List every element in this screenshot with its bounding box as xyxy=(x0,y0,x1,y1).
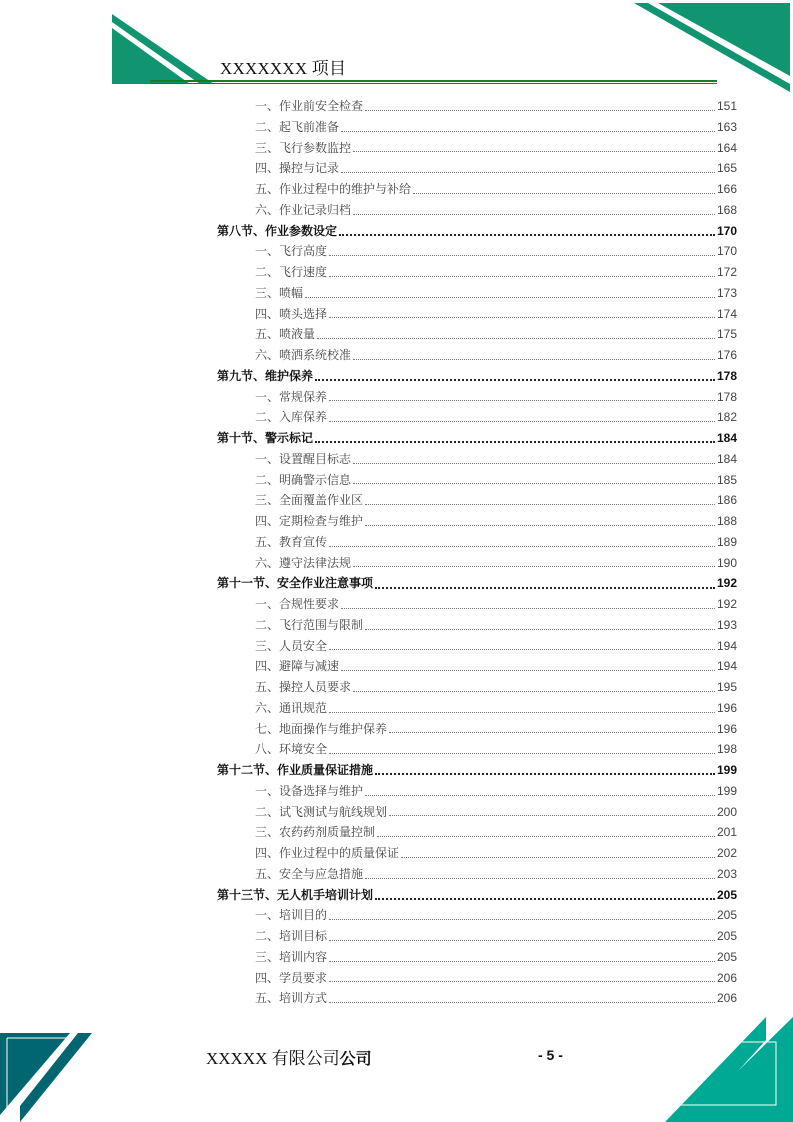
toc-entry-label: 三、培训内容 xyxy=(255,949,328,964)
toc-entry-label: 六、通讯规范 xyxy=(255,700,328,715)
toc-leader-dots xyxy=(329,981,715,982)
toc-entry-label: 第八节、作业参数设定 xyxy=(217,223,338,238)
toc-section-entry[interactable] xyxy=(217,573,737,594)
page-number: - 5 - xyxy=(538,1047,563,1063)
header-rule xyxy=(150,80,717,82)
toc-subsection-entry[interactable] xyxy=(217,968,737,989)
toc-section-entry[interactable] xyxy=(217,885,737,906)
toc-subsection-entry[interactable] xyxy=(217,781,737,802)
toc-subsection-entry[interactable] xyxy=(217,656,737,677)
toc-leader-dots xyxy=(329,753,715,754)
toc-leader-dots xyxy=(389,732,715,733)
toc-entry-page: 170 xyxy=(716,223,737,238)
toc-entry-label: 二、飞行速度 xyxy=(255,265,328,279)
toc-entry-label: 五、喷液量 xyxy=(255,327,316,342)
toc-leader-dots xyxy=(329,400,715,401)
toc-entry-label: 一、常规保养 xyxy=(255,389,328,404)
toc-entry-page: 166 xyxy=(716,182,737,196)
toc-leader-dots xyxy=(353,691,715,692)
toc-entry-label: 二、培训目标 xyxy=(255,929,328,943)
toc-subsection-entry[interactable] xyxy=(217,864,737,885)
toc-entry-label: 五、培训方式 xyxy=(255,991,328,1006)
toc-leader-dots xyxy=(329,649,715,650)
toc-subsection-entry[interactable] xyxy=(217,262,737,283)
toc-entry-page: 192 xyxy=(716,597,737,611)
toc-subsection-entry[interactable] xyxy=(217,138,737,159)
toc-entry-label: 第十三节、无人机手培训计划 xyxy=(217,887,374,902)
toc-entry-label: 六、遵守法律法规 xyxy=(255,555,352,570)
toc-leader-dots xyxy=(365,110,715,111)
toc-leader-dots xyxy=(389,815,715,816)
toc-subsection-entry[interactable] xyxy=(217,241,737,262)
header-title: XXXXXXX 项目 xyxy=(220,59,347,78)
toc-entry-label: 一、作业前安全检查 xyxy=(255,99,364,113)
toc-entry-page: 170 xyxy=(716,244,737,259)
toc-subsection-entry[interactable] xyxy=(217,719,737,740)
toc-section-entry[interactable] xyxy=(217,428,737,449)
toc-subsection-entry[interactable] xyxy=(217,532,737,553)
toc-subsection-entry[interactable] xyxy=(217,470,737,491)
header-rule-thin xyxy=(150,83,717,84)
toc-section-entry[interactable] xyxy=(217,760,737,781)
toc-entry-page: 192 xyxy=(716,576,737,591)
toc-entry-label: 三、全面覆盖作业区 xyxy=(255,493,364,508)
toc-entry-page: 186 xyxy=(716,493,737,508)
toc-subsection-entry[interactable] xyxy=(217,200,737,221)
toc-section-entry[interactable] xyxy=(217,366,737,387)
toc-section-entry[interactable] xyxy=(217,221,737,242)
toc-entry-label: 三、农药药剂质量控制 xyxy=(255,825,376,840)
toc-entry-page: 165 xyxy=(716,161,737,176)
toc-entry-page: 194 xyxy=(716,659,737,674)
toc-entry-page: 199 xyxy=(716,783,737,798)
toc-entry-page: 178 xyxy=(716,389,737,404)
toc-leader-dots xyxy=(365,629,715,630)
toc-leader-dots xyxy=(329,421,715,422)
toc-entry-page: 185 xyxy=(716,472,737,487)
toc-entry-page: 182 xyxy=(716,410,737,425)
header-left-triangle-icon xyxy=(112,28,190,84)
toc-subsection-entry[interactable] xyxy=(217,158,737,179)
toc-entry-label: 一、飞行高度 xyxy=(255,244,328,259)
toc-leader-dots xyxy=(375,587,715,589)
toc-entry-label: 五、教育宣传 xyxy=(255,534,328,549)
toc-subsection-entry[interactable] xyxy=(217,802,737,823)
table-of-contents xyxy=(217,96,737,1009)
toc-subsection-entry[interactable] xyxy=(217,615,737,636)
toc-leader-dots xyxy=(353,566,715,567)
toc-entry-label: 一、合规性要求 xyxy=(255,597,340,611)
toc-leader-dots xyxy=(341,670,715,671)
toc-subsection-entry[interactable] xyxy=(217,179,737,200)
toc-leader-dots xyxy=(365,795,715,796)
toc-leader-dots xyxy=(401,857,715,858)
toc-leader-dots xyxy=(353,151,715,152)
toc-leader-dots xyxy=(305,297,715,298)
toc-entry-page: 203 xyxy=(716,866,737,881)
toc-subsection-entry[interactable] xyxy=(217,324,737,345)
toc-entry-page: 175 xyxy=(716,327,737,342)
toc-subsection-entry[interactable] xyxy=(217,345,737,366)
toc-subsection-entry[interactable] xyxy=(217,449,737,470)
toc-entry-page: 196 xyxy=(716,721,737,736)
toc-leader-dots xyxy=(353,483,715,484)
toc-entry-label: 五、作业过程中的维护与补给 xyxy=(255,182,412,196)
toc-leader-dots xyxy=(329,712,715,713)
toc-subsection-entry[interactable] xyxy=(217,636,737,657)
toc-subsection-entry[interactable] xyxy=(217,739,737,760)
toc-subsection-entry[interactable] xyxy=(217,407,737,428)
toc-subsection-entry[interactable] xyxy=(217,387,737,408)
toc-leader-dots xyxy=(315,441,715,443)
toc-entry-label: 一、培训目的 xyxy=(255,908,328,923)
toc-entry-page: 198 xyxy=(716,742,737,757)
toc-entry-label: 六、作业记录归档 xyxy=(255,202,352,217)
toc-entry-page: 196 xyxy=(716,700,737,715)
toc-leader-dots xyxy=(353,359,715,360)
header-right-triangle-icon xyxy=(658,3,790,76)
toc-leader-dots xyxy=(339,234,715,236)
toc-entry-page: 164 xyxy=(716,140,737,155)
toc-entry-label: 一、设备选择与维护 xyxy=(255,783,364,798)
toc-entry-label: 第九节、维护保养 xyxy=(217,368,314,383)
toc-entry-label: 二、飞行范围与限制 xyxy=(255,617,364,632)
toc-subsection-entry[interactable] xyxy=(217,905,737,926)
toc-leader-dots xyxy=(329,961,715,962)
toc-leader-dots xyxy=(365,525,715,526)
toc-leader-dots xyxy=(375,898,715,900)
toc-entry-page: 173 xyxy=(716,285,737,300)
toc-entry-label: 七、地面操作与维护保养 xyxy=(255,721,388,736)
toc-subsection-entry[interactable] xyxy=(217,553,737,574)
toc-entry-label: 二、试飞测试与航线规划 xyxy=(255,804,388,819)
toc-leader-dots xyxy=(341,608,715,609)
toc-subsection-entry[interactable] xyxy=(217,490,737,511)
toc-subsection-entry[interactable] xyxy=(217,117,737,138)
toc-entry-page: 206 xyxy=(716,991,737,1006)
toc-entry-page: 205 xyxy=(716,949,737,964)
toc-subsection-entry[interactable] xyxy=(217,304,737,325)
toc-entry-page: 205 xyxy=(716,887,737,902)
toc-entry-label: 四、操控与记录 xyxy=(255,161,340,176)
toc-entry-page: 184 xyxy=(716,431,737,445)
toc-entry-label: 一、设置醒目标志 xyxy=(255,451,352,466)
toc-leader-dots xyxy=(413,193,715,194)
toc-leader-dots xyxy=(329,255,715,256)
toc-entry-page: 199 xyxy=(716,763,737,777)
footer-decoration xyxy=(0,1000,793,1122)
toc-entry-page: 194 xyxy=(716,638,737,653)
toc-leader-dots xyxy=(341,131,715,132)
toc-leader-dots xyxy=(377,836,715,837)
toc-entry-label: 第十二节、作业质量保证措施 xyxy=(217,763,374,777)
toc-entry-label: 第十一节、安全作业注意事项 xyxy=(217,576,374,591)
toc-entry-page: 163 xyxy=(716,119,737,134)
toc-leader-dots xyxy=(365,878,715,879)
toc-entry-label: 四、喷头选择 xyxy=(255,306,328,321)
toc-leader-dots xyxy=(353,463,715,464)
toc-subsection-entry[interactable] xyxy=(217,511,737,532)
toc-entry-page: 188 xyxy=(716,514,737,528)
toc-leader-dots xyxy=(315,379,715,381)
toc-entry-label: 三、飞行参数监控 xyxy=(255,140,352,155)
toc-entry-label: 六、喷洒系统校准 xyxy=(255,348,352,362)
toc-leader-dots xyxy=(365,504,715,505)
toc-leader-dots xyxy=(329,317,715,318)
toc-leader-dots xyxy=(375,773,715,775)
toc-entry-page: 168 xyxy=(716,202,737,217)
toc-entry-label: 三、人员安全 xyxy=(255,638,328,653)
toc-entry-page: 201 xyxy=(716,825,737,840)
toc-subsection-entry[interactable] xyxy=(217,926,737,947)
toc-entry-page: 184 xyxy=(716,451,737,466)
toc-entry-page: 195 xyxy=(716,680,737,694)
toc-entry-page: 178 xyxy=(716,368,737,383)
toc-subsection-entry[interactable] xyxy=(217,843,737,864)
toc-entry-page: 206 xyxy=(716,970,737,985)
toc-leader-dots xyxy=(341,172,715,173)
toc-subsection-entry[interactable] xyxy=(217,677,737,698)
toc-subsection-entry[interactable] xyxy=(217,947,737,968)
toc-entry-label: 第十节、警示标记 xyxy=(217,431,314,445)
toc-entry-page: 202 xyxy=(716,846,737,860)
toc-entry-page: 200 xyxy=(716,804,737,819)
toc-entry-page: 190 xyxy=(716,555,737,570)
toc-entry-label: 二、入库保养 xyxy=(255,410,328,425)
toc-subsection-entry[interactable] xyxy=(217,96,737,117)
toc-entry-label: 二、明确警示信息 xyxy=(255,472,352,487)
toc-leader-dots xyxy=(317,338,715,339)
toc-subsection-entry[interactable] xyxy=(217,822,737,843)
toc-entry-page: 176 xyxy=(716,348,737,362)
toc-entry-page: 151 xyxy=(716,99,737,113)
footer-company-name xyxy=(206,1044,372,1069)
toc-entry-label: 三、喷幅 xyxy=(255,285,304,300)
company-name-suffix: 公司 xyxy=(339,1049,372,1068)
toc-entry-label: 四、定期检查与维护 xyxy=(255,514,364,528)
toc-subsection-entry[interactable] xyxy=(217,594,737,615)
toc-entry-label: 五、操控人员要求 xyxy=(255,680,352,694)
toc-entry-page: 172 xyxy=(716,265,737,279)
toc-subsection-entry[interactable] xyxy=(217,698,737,719)
toc-leader-dots xyxy=(329,546,715,547)
toc-entry-page: 189 xyxy=(716,534,737,549)
toc-entry-label: 五、安全与应急措施 xyxy=(255,866,364,881)
toc-leader-dots xyxy=(329,940,715,941)
toc-entry-page: 205 xyxy=(716,929,737,943)
company-name-prefix: XXXXX 有限公司 xyxy=(206,1049,340,1068)
toc-entry-label: 四、学员要求 xyxy=(255,970,328,985)
toc-entry-label: 四、作业过程中的质量保证 xyxy=(255,846,400,860)
toc-leader-dots xyxy=(329,919,715,920)
toc-leader-dots xyxy=(353,214,715,215)
toc-subsection-entry[interactable] xyxy=(217,283,737,304)
toc-entry-page: 205 xyxy=(716,908,737,923)
toc-entry-label: 二、起飞前准备 xyxy=(255,119,340,134)
toc-entry-label: 八、环境安全 xyxy=(255,742,328,757)
toc-entry-page: 174 xyxy=(716,306,737,321)
toc-entry-label: 四、避障与减速 xyxy=(255,659,340,674)
toc-entry-page: 193 xyxy=(716,617,737,632)
toc-leader-dots xyxy=(329,276,715,277)
